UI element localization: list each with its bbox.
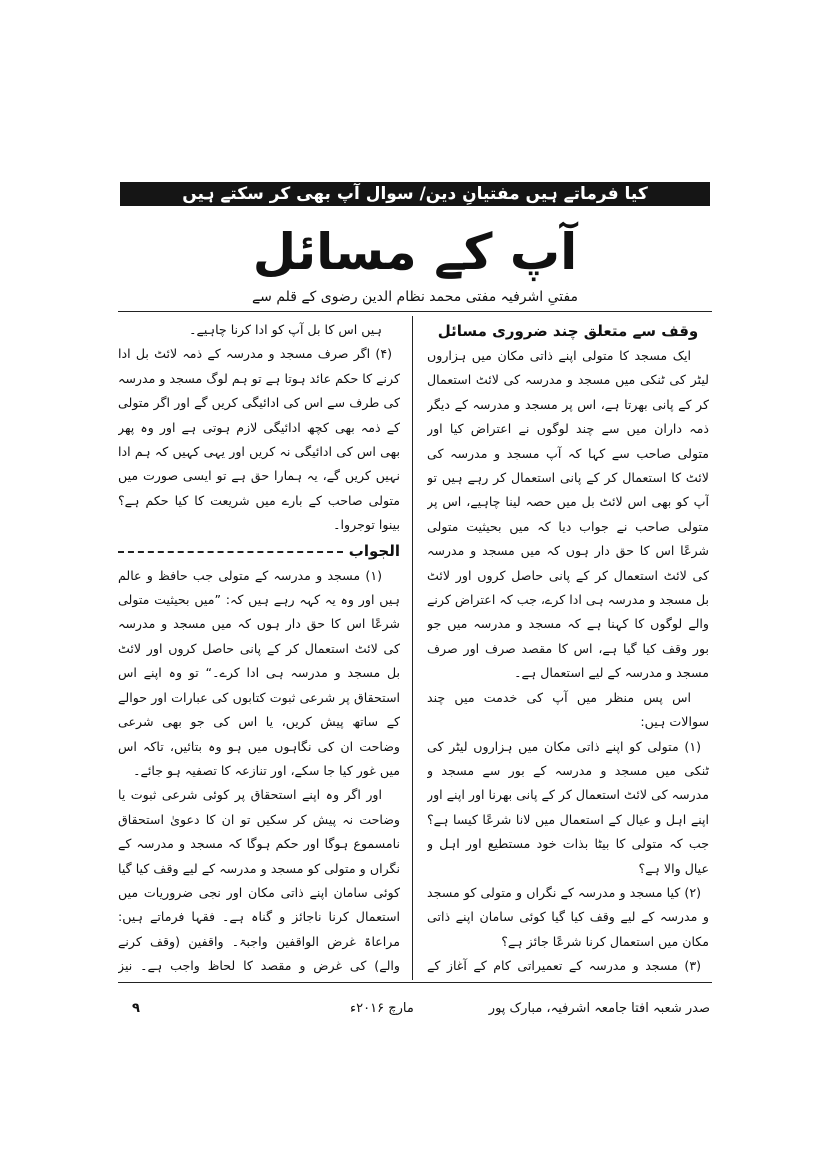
question-4: (۴) اگر صرف مسجد و مدرسہ کے ذمہ لائٹ بل ادا کرنے کا حکم عائد ہوتا ہے تو ہم لوگ مسجد و مدرسہ کی طرف سے اس کی ادائیگی کریں گے اور اگر متولی کے ذمہ بھی کچھ ادائیگی لازم ہوتی ہے اور وہ پھر بھی اس کی ادائیگی نہ کریں اور یہی کہیں کہ ہم ادا نہیں کریں گے، یہ ہمارا حق ہے تو ایسی صورت میں متولی صاحب کے بارے میں شریعت کا کیا حکم ہے؟ بینوا توجروا۔ [118, 346, 400, 533]
footer-journal: صدر شعبہ افتا جامعہ اشرفیہ، مبارک پور [488, 1001, 710, 1016]
page-title: آپ کے مسائل [252, 223, 578, 281]
left-column [118, 318, 400, 978]
question-3: (۳) مسجد و مدرسہ کے تعمیراتی کام کے آغاز کے [427, 958, 701, 974]
question-1: (۱) متولی کو اپنے ذاتی مکان میں ہزاروں لیٹر کی ٹنکی میں مسجد و مدرسہ کے بور سے مسجد و مدرسہ کی لائٹ استعمال کر کے پانی بھرنا اور اپنے اور اپنے اہل و عیال کے استعمال میں لانا شرعًا کیسا ہے؟ جب کہ متولی کا بیٹا بذات خود مستطیع اور اہل و عیال والا ہے؟ [427, 738, 709, 876]
section-banner: کیا فرماتے ہیں مفتیانِ دین/ سوال آپ بھی کر سکتے ہیں [120, 182, 710, 206]
footer-date: مارچ ۲۰۱۶ء [350, 1001, 414, 1016]
question-lead: اس پس منظر میں آپ کی خدمت میں چند سوالات ہیں: [427, 689, 709, 730]
question-intro: ایک مسجد کا متولی اپنے ذاتی مکان میں ہزاروں لیٹر کی ٹنکی میں مسجد و مدرسہ کی لائٹ استعمال کر کے پانی بھرتا ہے، اس پر مسجد و مدرسہ کے دیگر ذمہ داران میں سے چند لوگوں نے اعتراض کیا اور متولی صاحب سے کہا کہ آپ مسجد و مدرسہ کی لائٹ کا استعمال کر کے پانی استعمال کر رہے ہیں تو آپ کو بھی اس لائٹ بل میں حصہ لینا چاہیے، اس پر متولی صاحب نے جواب دیا کہ میں بحیثیت متولی شرعًا اس کا حق دار ہوں کہ میں مسجد و مدرسہ کی لائٹ استعمال کر کے پانی حاصل کروں اور لائٹ بل مسجد و مدرسہ ہی ادا کرے، جب کہ اعتراض کرنے والے لوگوں کا کہنا ہے کہ مسجد و مدرسہ میں جو بور وقف کیا گیا ہے، اس کا مقصد صرف اور صرف مسجد و مدرسہ کے لیے استعمال ہے۔ [427, 348, 709, 681]
footer-rule [118, 982, 712, 983]
answer-heading-row [118, 538, 400, 564]
answer-heading: الجواب [348, 541, 400, 560]
author-byline: مفتیِ اشرفیہ مفتی محمد نظام الدین رضوی کے قلم سے [251, 289, 579, 305]
question-3-continued: ہیں اس کا بل آپ کو ادا کرنا چاہیے۔ [189, 322, 382, 337]
page-footer [120, 998, 710, 1020]
right-column [427, 318, 709, 978]
section-heading: وقف سے متعلق چند ضروری مسائل [437, 322, 699, 340]
answer-paragraph: اور اگر وہ اپنے استحقاق پر کوئی شرعی ثبوت یا وضاحت نہ پیش کر سکیں تو ان کا دعویٰ استحقاق نامسموع ہوگا اور حکم ہوگا کہ مسجد و مدرسہ کے نگراں و متولی کو مسجد و مدرسہ کے لیے وقف کیا گیا کوئی سامان اپنے ذاتی مکان اور نجی ضروریات میں استعمال کرنا ناجائز و گناہ ہے۔ فقہا فرماتے ہیں: مراعاۃ غرض الواقفین واجبۃ۔ واقفین (وقف کرنے والے) کی غرض و مقصد کا لحاظ واجب ہے۔ نیز [118, 787, 400, 974]
answer-heading-dashes [118, 551, 343, 553]
column-divider [412, 316, 413, 980]
header-rule [118, 311, 712, 312]
question-2: (۲) کیا مسجد و مدرسہ کے نگراں و متولی کو مسجد و مدرسہ کے لیے وقف کیا گیا کوئی سامان اپنے ذاتی مکان میں استعمال کرنا شرعًا جائز ہے؟ [427, 884, 709, 949]
page-number: ۹ [132, 1001, 140, 1016]
answer-paragraph: (۱) مسجد و مدرسہ کے متولی جب حافظ و عالم ہیں اور وہ یہ کہہ رہے ہیں کہ: ”میں بحیثیت متولی شرعًا اس کا حق دار ہوں کہ میں مسجد و مدرسہ کی لائٹ استعمال کر کے پانی حاصل کروں اور لائٹ بل مسجد و مدرسہ ہی ادا کرے۔“ تو وہ اپنے اس استحقاق پر شرعی ثبوت کتابوں کی عبارات اور حوالے کے ساتھ پیش کریں، یا اس کی جو بھی شرعی وضاحت ان کی نگاہوں میں ہو وہ بتائیں، تاکہ اس میں غور کیا جا سکے، اور تنازعہ کا تصفیہ ہو جائے۔ [118, 567, 400, 778]
